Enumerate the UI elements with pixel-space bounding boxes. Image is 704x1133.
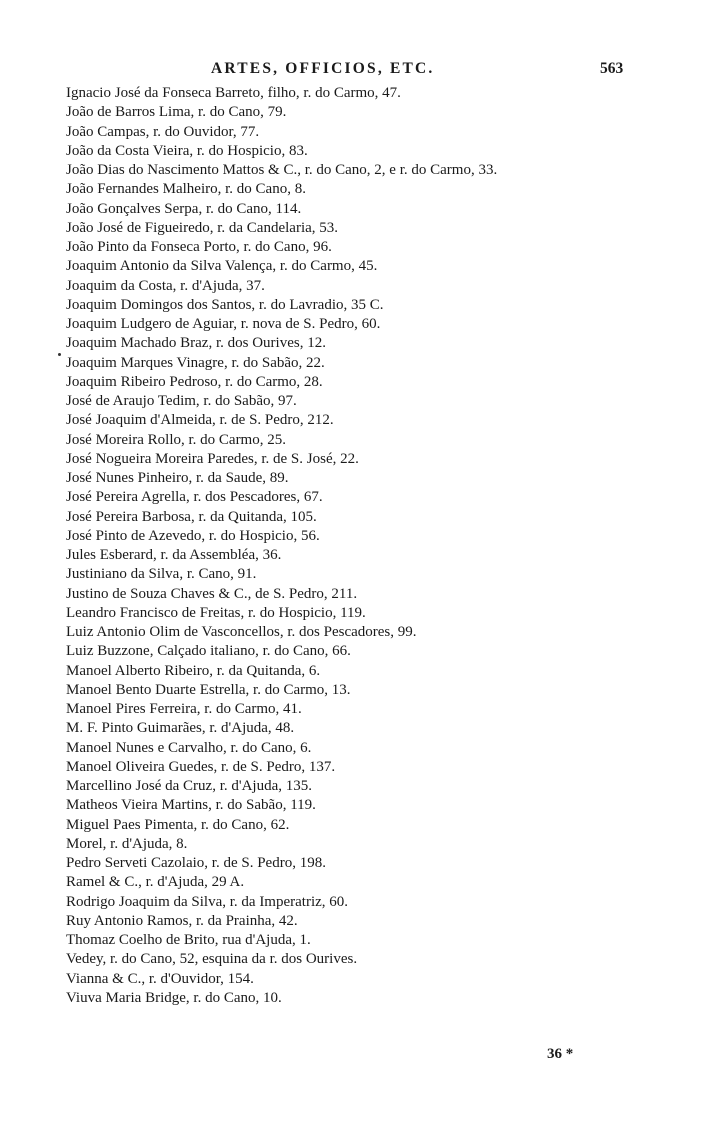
list-item: Luiz Buzzone, Calçado italiano, r. do Cano, 66. — [66, 643, 351, 660]
list-item: Thomaz Coelho de Brito, rua d'Ajuda, 1. — [66, 932, 311, 948]
list-item: José Pinto de Azevedo, r. do Hospicio, 56. — [66, 527, 320, 544]
list-item: João Dias do Nascimento Mattos & C., r. do Cano, 2, e r. do Carmo, 33. — [66, 162, 498, 178]
list-item: Joaquim Antonio da Silva Valença, r. do Carmo, 45. — [66, 258, 378, 275]
list-item: João Pinto da Fonseca Porto, r. do Cano, 96. — [66, 239, 332, 255]
list-item: Marcellino José da Cruz, r. d'Ajuda, 135. — [66, 778, 312, 794]
list-item: Manoel Bento Duarte Estrella, r. do Carmo, 13. — [66, 681, 351, 698]
margin-mark — [58, 353, 61, 356]
list-item: Joaquim da Costa, r. d'Ajuda, 37. — [66, 277, 265, 294]
list-item: José Nogueira Moreira Paredes, r. de S. José, 22. — [66, 450, 359, 467]
list-item: Joaquim Ludgero de Aguiar, r. nova de S. Pedro, 60. — [66, 316, 381, 332]
list-item: Manoel Pires Ferreira, r. do Carmo, 41. — [66, 701, 302, 717]
list-item: Ramel & C., r. d'Ajuda, 29 A. — [66, 874, 245, 891]
list-item: Morel, r. d'Ajuda, 8. — [66, 835, 188, 852]
list-item: João Campas, r. do Ouvidor, 77. — [66, 123, 260, 140]
list-item: Miguel Paes Pimenta, r. do Cano, 62. — [66, 816, 290, 833]
list-item: Vedey, r. do Cano, 52, esquina da r. dos Ourives. — [66, 951, 358, 968]
page-title: ARTES, OFFICIOS, ETC. — [211, 60, 435, 77]
list-item: João Fernandes Malheiro, r. do Cano, 8. — [66, 181, 306, 198]
list-item: José Pereira Agrella, r. dos Pescadores, 67. — [66, 489, 323, 506]
list-item: João da Costa Vieira, r. do Hospicio, 83. — [66, 142, 308, 159]
list-item: José Nunes Pinheiro, r. da Saude, 89. — [66, 470, 289, 486]
page-number: 563 — [600, 60, 624, 77]
list-item: Rodrigo Joaquim da Silva, r. da Imperatriz, 60. — [66, 893, 349, 910]
list-item: Joaquim Ribeiro Pedroso, r. do Carmo, 28. — [66, 373, 323, 390]
list-item: José de Araujo Tedim, r. do Sabão, 97. — [66, 393, 297, 409]
list-item: Justino de Souza Chaves & C., de S. Pedro, 211. — [66, 585, 358, 602]
list-item: Matheos Vieira Martins, r. do Sabão, 119. — [66, 797, 316, 814]
list-item: Joaquim Machado Braz, r. dos Ourives, 12. — [66, 335, 326, 352]
list-item: Luiz Antonio Olim de Vasconcellos, r. dos Pescadores, 99. — [66, 624, 417, 640]
running-header — [0, 60, 704, 84]
list-item: Vianna & C., r. d'Ouvidor, 154. — [66, 970, 254, 987]
list-item: Ignacio José da Fonseca Barreto, filho, r. do Carmo, 47. — [66, 85, 401, 101]
list-item: João de Barros Lima, r. do Cano, 79. — [66, 104, 287, 121]
list-item: Jules Esberard, r. da Assembléa, 36. — [66, 547, 282, 563]
list-item: José Pereira Barbosa, r. da Quitanda, 105. — [66, 508, 317, 525]
list-item: Pedro Serveti Cazolaio, r. de S. Pedro, 198. — [66, 855, 326, 871]
list-item: Joaquim Marques Vinagre, r. do Sabão, 22. — [66, 354, 325, 371]
list-item: Ruy Antonio Ramos, r. da Prainha, 42. — [66, 912, 298, 929]
list-item: José Moreira Rollo, r. do Carmo, 25. — [66, 431, 286, 448]
list-item: Leandro Francisco de Freitas, r. do Hospicio, 119. — [66, 604, 366, 621]
list-item: João Gonçalves Serpa, r. do Cano, 114. — [66, 200, 302, 217]
list-item: Joaquim Domingos dos Santos, r. do Lavradio, 35 C. — [66, 296, 384, 313]
signature-mark: 36 * — [547, 1046, 574, 1062]
list-item: Viuva Maria Bridge, r. do Cano, 10. — [66, 989, 282, 1006]
list-item: José Joaquim d'Almeida, r. de S. Pedro, 212. — [66, 412, 334, 429]
list-item: Manoel Oliveira Guedes, r. de S. Pedro, 137. — [66, 758, 336, 775]
list-item: Manoel Alberto Ribeiro, r. da Quitanda, 6. — [66, 662, 321, 679]
directory-list — [66, 84, 686, 1008]
list-item: M. F. Pinto Guimarães, r. d'Ajuda, 48. — [66, 720, 295, 737]
list-item: Manoel Nunes e Carvalho, r. do Cano, 6. — [66, 739, 312, 756]
list-item: Justiniano da Silva, r. Cano, 91. — [66, 566, 257, 583]
list-item: João José de Figueiredo, r. da Candelaria, 53. — [66, 219, 339, 236]
